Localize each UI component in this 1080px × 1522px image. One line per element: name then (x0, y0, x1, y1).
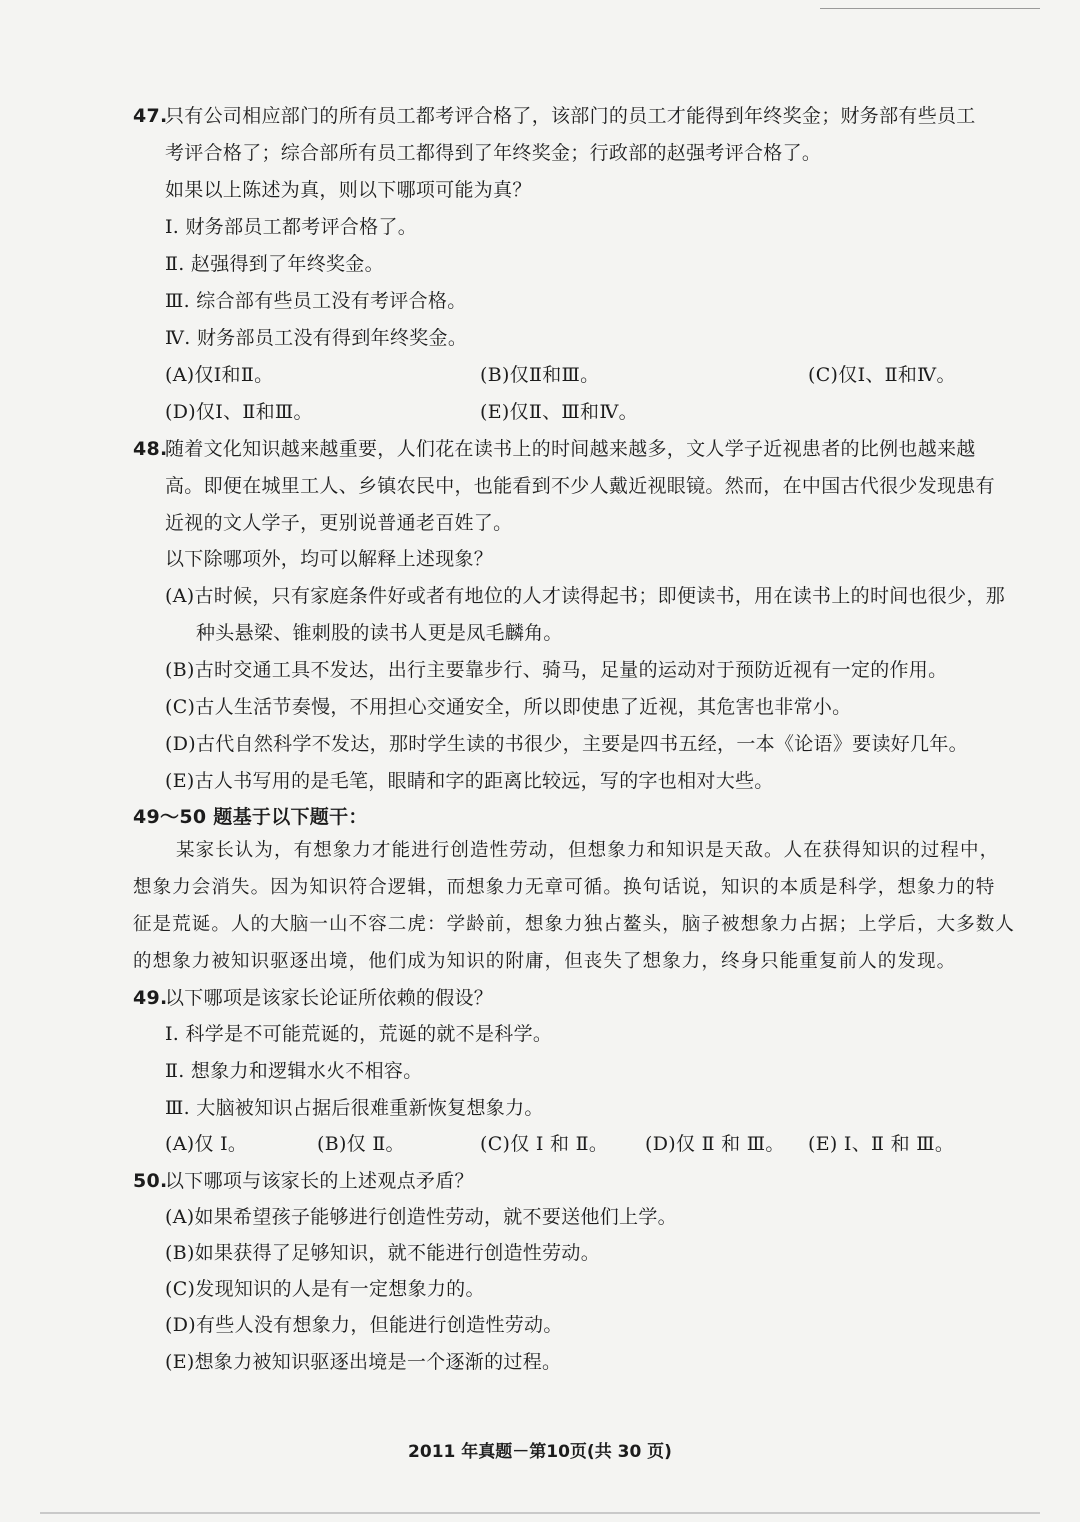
statement: Ⅲ. 综合部有些员工没有考评合格。 (165, 290, 467, 312)
option-d: (D)仅 Ⅱ 和 Ⅲ。 (645, 1133, 785, 1155)
option-a: (A)仅Ⅰ和Ⅱ。 (165, 364, 274, 386)
statement: Ⅰ. 科学是不可能荒诞的，荒诞的就不是科学。 (165, 1023, 553, 1045)
question-number: 49. (133, 987, 168, 1009)
statement: Ⅲ. 大脑被知识占据后很难重新恢复想象力。 (165, 1097, 544, 1119)
passage-line: 某家长认为，有想象力才能进行创造性劳动，但想象力和知识是天敌。人在获得知识的过程中， (176, 840, 1000, 861)
stem-line: 近视的文人学子，更别说普通老百姓了。 (165, 512, 513, 534)
option-e: (E) Ⅰ、Ⅱ 和 Ⅲ。 (808, 1133, 955, 1155)
question-prompt: 以下哪项与该家长的上述观点矛盾？ (165, 1170, 474, 1192)
option-e: (E)想象力被知识驱逐出境是一个逐渐的过程。 (165, 1351, 562, 1373)
question-prompt: 以下哪项是该家长论证所依赖的假设？ (165, 987, 494, 1009)
passage-line: 的想象力被知识驱逐出境，他们成为知识的附庸，但丧失了想象力，终身只能重复前人的发现。 (133, 951, 957, 972)
page-footer: 2011 年真题－第10页(共 30 页) (408, 1442, 672, 1462)
stem-line: 考评合格了；综合部所有员工都得到了年终奖金；行政部的赵强考评合格了。 (165, 142, 822, 164)
question-number: 48. (133, 438, 168, 460)
question-prompt: 以下除哪项外，均可以解释上述现象？ (165, 548, 494, 570)
option-c: (C)仅 Ⅰ 和 Ⅱ。 (480, 1133, 609, 1155)
question-number: 47. (133, 105, 168, 127)
stem-line: 只有公司相应部门的所有员工都考评合格了，该部门的员工才能得到年终奖金；财务部有些员工 (165, 105, 976, 127)
option-c: (C)古人生活节奏慢，不用担心交通安全，所以即使患了近视，其危害也非常小。 (165, 696, 852, 718)
option-a: (A)古时候，只有家庭条件好或者有地位的人才读得起书；即便读书，用在读书上的时间也很少，那 (165, 585, 1006, 607)
question-prompt: 如果以上陈述为真，则以下哪项可能为真？ (165, 179, 532, 201)
question-number: 50. (133, 1170, 168, 1192)
statement: Ⅱ. 赵强得到了年终奖金。 (165, 253, 384, 275)
statement: Ⅱ. 想象力和逻辑水火不相容。 (165, 1060, 423, 1082)
option-a-continued: 种头悬梁、锥刺股的读书人更是凤毛麟角。 (196, 622, 563, 644)
bottom-rule (40, 1512, 1040, 1514)
option-b: (B)古时交通工具不发达，出行主要靠步行、骑马，足量的运动对于预防近视有一定的作用。 (165, 659, 948, 681)
passage-line: 想象力会消失。因为知识符合逻辑，而想象力无章可循。换句话说，知识的本质是科学，想象力的特 (133, 877, 996, 898)
option-a: (A)仅 Ⅰ。 (165, 1133, 248, 1155)
passage-line: 征是荒诞。人的大脑一山不容二虎：学龄前，想象力独占鳌头，脑子被想象力占据；上学后，大多数人 (133, 914, 1016, 935)
top-rule (820, 8, 1040, 9)
stem-line: 随着文化知识越来越重要，人们花在读书上的时间越来越多，文人学子近视患者的比例也越来越 (165, 438, 976, 460)
option-b: (B)仅 Ⅱ。 (317, 1133, 405, 1155)
group-heading: 49～50 题基于以下题干： (133, 806, 368, 828)
option-e: (E)古人书写用的是毛笔，眼睛和字的距离比较远，写的字也相对大些。 (165, 770, 774, 792)
option-c: (C)发现知识的人是有一定想象力的。 (165, 1278, 485, 1300)
stem-line: 高。即便在城里工人、乡镇农民中，也能看到不少人戴近视眼镜。然而，在中国古代很少发现患有 (165, 475, 995, 497)
option-d: (D)有些人没有想象力，但能进行创造性劳动。 (165, 1314, 563, 1336)
option-d: (D)古代自然科学不发达，那时学生读的书很少，主要是四书五经，一本《论语》要读好几年。 (165, 733, 968, 755)
option-e: (E)仅Ⅱ、Ⅲ和Ⅳ。 (480, 401, 638, 423)
option-c: (C)仅Ⅰ、Ⅱ和Ⅳ。 (808, 364, 956, 386)
statement: Ⅰ. 财务部员工都考评合格了。 (165, 216, 418, 238)
option-b: (B)仅Ⅱ和Ⅲ。 (480, 364, 600, 386)
statement: Ⅳ. 财务部员工没有得到年终奖金。 (165, 327, 468, 349)
option-d: (D)仅Ⅰ、Ⅱ和Ⅲ。 (165, 401, 313, 423)
option-a: (A)如果希望孩子能够进行创造性劳动，就不要送他们上学。 (165, 1206, 677, 1228)
option-b: (B)如果获得了足够知识，就不能进行创造性劳动。 (165, 1242, 600, 1264)
